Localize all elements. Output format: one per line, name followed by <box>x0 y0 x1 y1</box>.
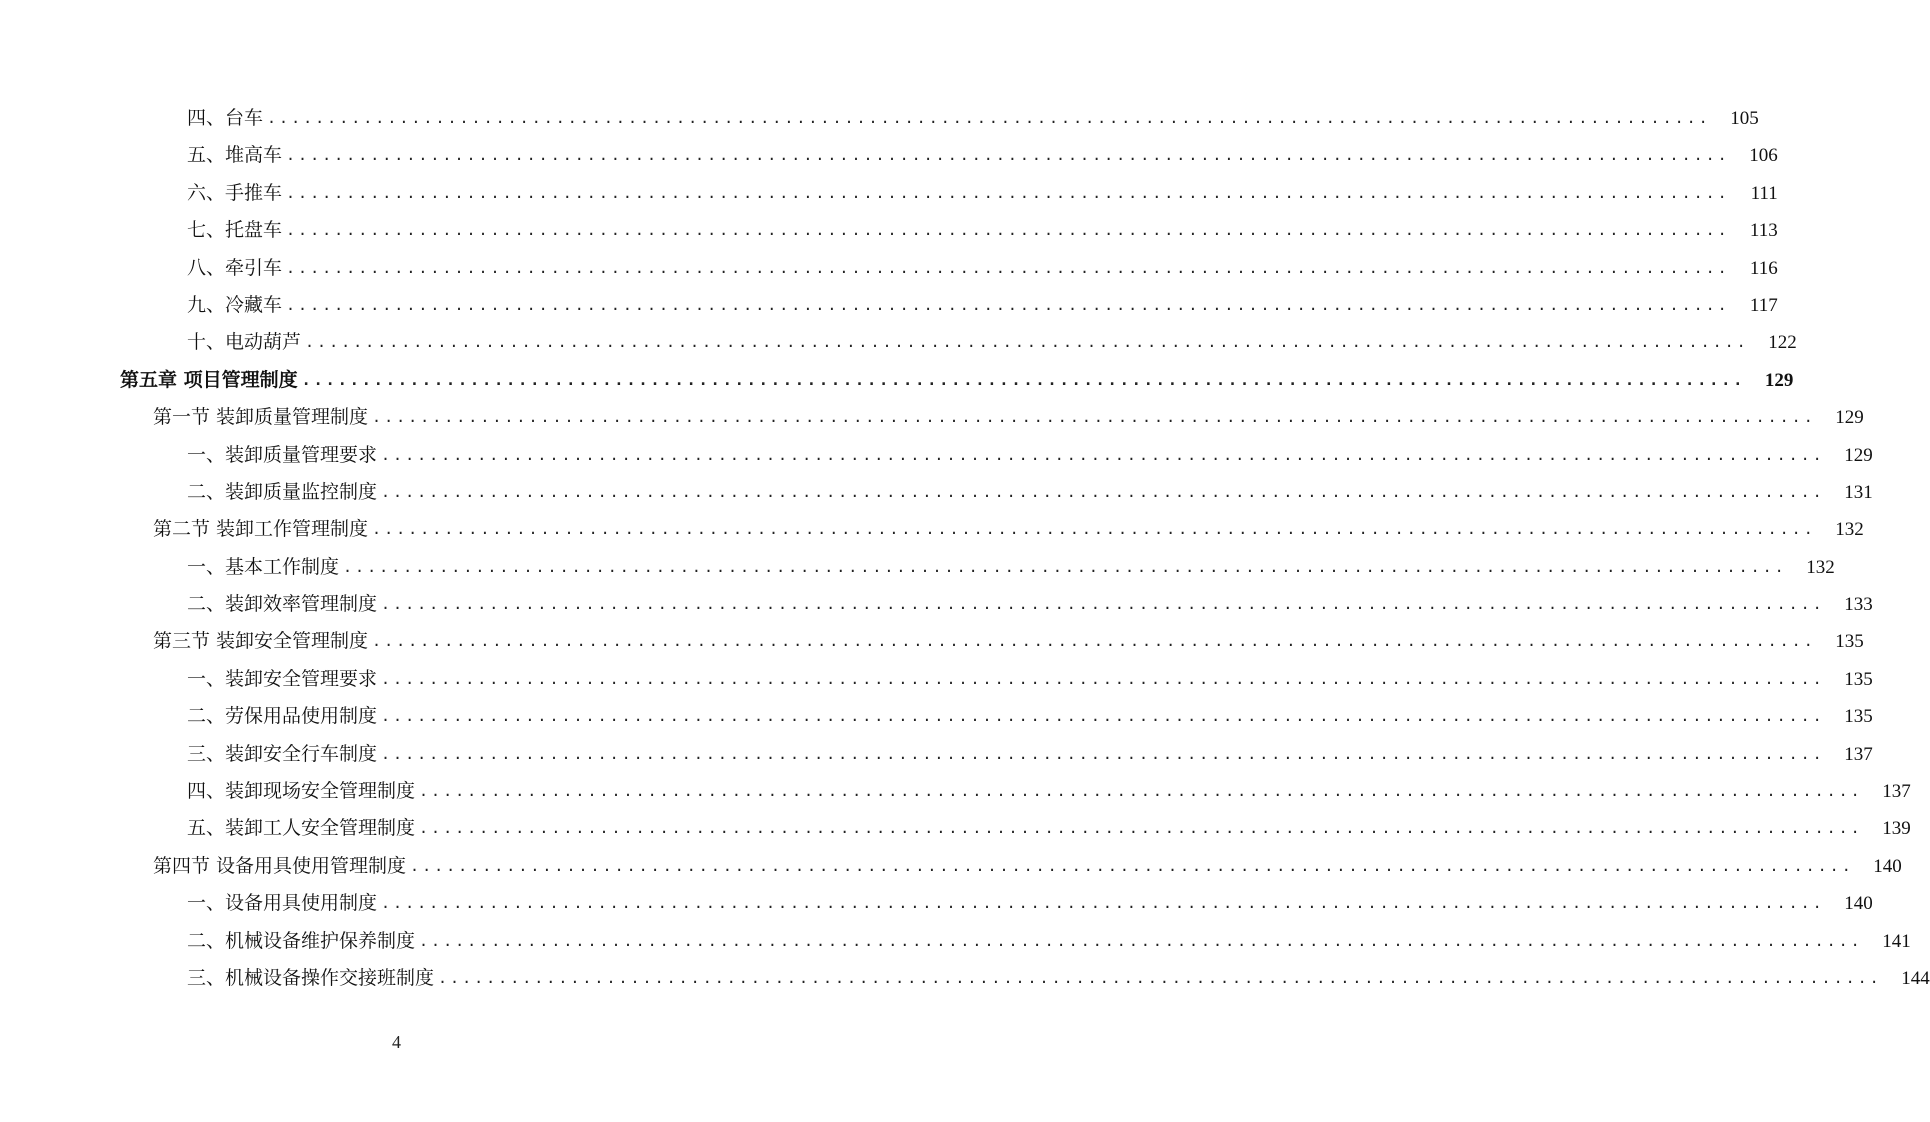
toc-dot-leader: ........................................................................................................................ <box>372 520 1816 539</box>
toc-entry-page: 111 <box>1750 182 1778 204</box>
toc-entry-title: 二、机械设备维护保养制度 <box>187 929 416 952</box>
toc-entry-title: 十、电动葫芦 <box>187 331 302 354</box>
toc-entry-title: 第一节 装卸质量管理制度 <box>153 406 369 429</box>
toc-dot-leader: ........................................................................................................................ <box>381 669 1825 688</box>
toc-entry-page: 137 <box>1882 781 1911 803</box>
toc-entry-title: 第三节 装卸安全管理制度 <box>153 630 369 653</box>
toc-entry-title: 第五章 项目管理制度 <box>120 368 298 391</box>
toc-entry-section[interactable] <box>0 399 1864 436</box>
toc-entry-item[interactable] <box>0 137 1778 174</box>
toc-entry-title: 六、手推车 <box>187 181 283 204</box>
toc-entry-page: 122 <box>1768 332 1797 354</box>
toc-entry-page: 141 <box>1882 930 1911 952</box>
toc-entry-page: 117 <box>1749 294 1778 316</box>
toc-entry-item[interactable] <box>0 810 1911 847</box>
toc-entry-section[interactable] <box>0 848 1902 885</box>
toc-entry-page: 139 <box>1882 818 1911 840</box>
toc-entry-page: 135 <box>1844 668 1873 690</box>
toc-entry-title: 四、装卸现场安全管理制度 <box>187 780 416 803</box>
toc-entry-title: 一、设备用具使用制度 <box>187 892 378 915</box>
toc-entry-item[interactable] <box>0 287 1778 324</box>
toc-entry-item[interactable] <box>0 175 1778 212</box>
toc-dot-leader: ........................................................................................................................ <box>301 370 1746 389</box>
toc-entry-page: 132 <box>1806 556 1835 578</box>
toc-entry-page: 105 <box>1730 108 1759 129</box>
toc-dot-leader: ........................................................................................................................ <box>381 894 1825 913</box>
toc-entry-page: 140 <box>1873 855 1902 877</box>
toc-dot-leader: ........................................................................................................................ <box>381 482 1825 501</box>
toc-entry-item[interactable] <box>0 474 1873 511</box>
toc-entry-page: 135 <box>1835 631 1864 653</box>
toc-entry-item[interactable] <box>0 586 1873 623</box>
toc-dot-leader: ........................................................................................................................ <box>305 333 1749 352</box>
toc-dot-leader: ........................................................................................................................ <box>343 557 1787 576</box>
toc-dot-leader: ........................................................................................................................ <box>381 707 1825 726</box>
toc-entry-title: 一、基本工作制度 <box>187 555 340 578</box>
toc-entry-title: 五、装卸工人安全管理制度 <box>187 817 416 840</box>
toc-dot-leader: ........................................................................................................................ <box>419 782 1863 801</box>
toc-entry-page: 133 <box>1844 594 1873 616</box>
toc-entry-item[interactable] <box>0 736 1873 773</box>
toc-entry-title: 三、装卸安全行车制度 <box>187 742 378 765</box>
toc-dot-leader: ........................................................................................................................ <box>372 408 1816 427</box>
toc-entry-page: 140 <box>1844 893 1873 915</box>
toc-entry-section[interactable] <box>0 511 1864 548</box>
toc-dot-leader: ........................................................................................................................ <box>267 109 1711 127</box>
toc-entry-item[interactable] <box>0 773 1911 810</box>
toc-dot-leader: ........................................................................................................................ <box>286 146 1730 165</box>
toc-dot-leader: ........................................................................................................................ <box>381 595 1825 614</box>
toc-entry-item[interactable] <box>0 923 1911 960</box>
toc-dot-leader: ........................................................................................................................ <box>286 258 1730 277</box>
toc-dot-leader: ........................................................................................................................ <box>286 221 1730 240</box>
toc-dot-leader: ........................................................................................................................ <box>286 183 1730 202</box>
toc-entry-title: 第四节 设备用具使用管理制度 <box>153 854 407 877</box>
toc-dot-leader: ........................................................................................................................ <box>372 632 1816 651</box>
toc-entry-title: 二、装卸效率管理制度 <box>187 593 378 616</box>
toc-entry-page: 135 <box>1844 706 1873 728</box>
toc-entry-page: 129 <box>1844 444 1873 466</box>
toc-entry-title: 八、牵引车 <box>187 256 283 279</box>
toc-entry-item[interactable] <box>0 549 1835 586</box>
toc-entry-page: 129 <box>1835 407 1864 429</box>
toc-entry-page: 144 <box>1901 967 1930 989</box>
toc-entry-item[interactable] <box>0 698 1873 735</box>
page-number: 4 <box>392 1032 401 1052</box>
toc-entry-title: 第二节 装卸工作管理制度 <box>153 518 369 541</box>
toc-entry-page: 137 <box>1844 743 1873 765</box>
toc-entry-page: 113 <box>1749 220 1778 242</box>
toc-entry-item[interactable] <box>0 661 1873 698</box>
toc-entry-title: 九、冷藏车 <box>187 293 283 316</box>
toc-entry-page: 129 <box>1764 369 1794 391</box>
toc-dot-leader: ........................................................................................................................ <box>410 856 1854 875</box>
toc-dot-leader: ........................................................................................................................ <box>381 744 1825 763</box>
toc-dot-leader: ........................................................................................................................ <box>438 968 1882 987</box>
toc-dot-leader: ........................................................................................................................ <box>419 819 1863 838</box>
table-of-contents <box>0 100 1930 997</box>
toc-entry-title: 一、装卸安全管理要求 <box>187 667 378 690</box>
toc-entry-title: 七、托盘车 <box>187 219 283 242</box>
toc-entry-title: 二、劳保用品使用制度 <box>187 705 378 728</box>
toc-entry-item[interactable] <box>0 437 1873 474</box>
toc-entry-page: 116 <box>1749 257 1778 279</box>
toc-entry-title: 一、装卸质量管理要求 <box>187 443 378 466</box>
toc-entry-title: 五、堆高车 <box>187 144 283 167</box>
toc-entry-item[interactable] <box>0 250 1778 287</box>
toc-entry-item[interactable] <box>0 960 1930 997</box>
toc-entry-section[interactable] <box>0 623 1864 660</box>
toc-dot-leader: ........................................................................................................................ <box>419 931 1863 950</box>
toc-entry-item[interactable] <box>0 885 1873 922</box>
toc-entry-title: 四、台车 <box>187 107 264 129</box>
toc-entry-chapter[interactable] <box>0 362 1794 399</box>
toc-entry-page: 106 <box>1749 145 1778 167</box>
toc-entry-page: 132 <box>1835 519 1864 541</box>
toc-entry-page: 131 <box>1844 481 1873 503</box>
toc-entry-title: 三、机械设备操作交接班制度 <box>187 966 435 989</box>
toc-entry-item[interactable] <box>0 324 1797 361</box>
toc-entry-title: 二、装卸质量监控制度 <box>187 480 378 503</box>
toc-entry-item[interactable] <box>0 212 1778 249</box>
toc-dot-leader: ........................................................................................................................ <box>286 295 1730 314</box>
toc-entry-item[interactable] <box>0 100 1759 137</box>
toc-dot-leader: ........................................................................................................................ <box>381 445 1825 464</box>
